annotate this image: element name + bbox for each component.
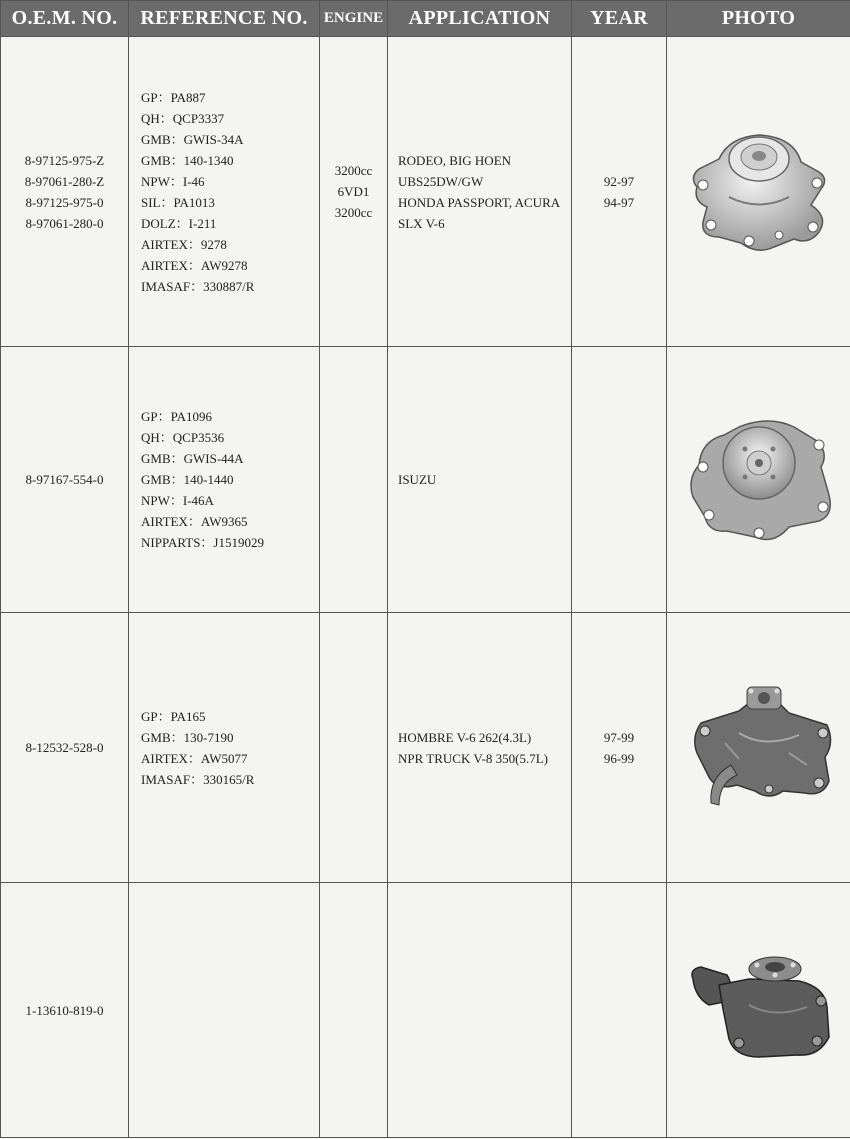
application-cell [388, 347, 572, 613]
year-range: 96-99 [603, 750, 635, 766]
reference-number: GP：PA887 [141, 89, 206, 105]
year-cell [572, 347, 667, 613]
oem-number: 8-97125-975-0 [25, 194, 104, 210]
table-row [1, 37, 850, 347]
header-photo: PHOTO [667, 1, 850, 37]
reference-number: NPW：I-46A [141, 493, 214, 508]
engine-cell [320, 347, 388, 613]
reference-number: GP：PA1096 [141, 409, 213, 424]
photo-cell [667, 613, 850, 883]
reference-number: NPW：I-46 [141, 173, 205, 189]
engine-spec: 3200cc [334, 205, 373, 220]
application-text: UBS25DW/GW [398, 173, 484, 189]
reference-number: SIL：PA1013 [141, 194, 215, 210]
oem-cell [1, 347, 129, 613]
oem-cell [1, 883, 129, 1138]
header-engine: ENGINE [320, 1, 388, 37]
photo-cell [667, 37, 850, 347]
engine-cell [320, 613, 388, 883]
oem-number: 8-97061-280-0 [25, 215, 104, 231]
reference-number: QH：QCP3536 [141, 430, 225, 445]
table-row [1, 883, 850, 1138]
oem-number: 8-97125-975-Z [24, 152, 105, 168]
year-cell [572, 883, 667, 1138]
reference-cell [129, 613, 320, 883]
oem-number: 8-97061-280-Z [24, 173, 105, 189]
table-row [1, 613, 850, 883]
engine-cell [320, 37, 388, 347]
application-cell [388, 37, 572, 347]
reference-number: GMB：140-1440 [141, 472, 234, 487]
header-oem: O.E.M. NO. [1, 1, 129, 37]
water-pump-icon [679, 405, 839, 555]
reference-number: GMB：140-1340 [141, 152, 234, 168]
photo-cell [667, 883, 850, 1138]
engine-spec: 3200cc [334, 163, 373, 178]
application-cell [388, 613, 572, 883]
header-reference: REFERENCE NO. [129, 1, 320, 37]
header-row [1, 1, 850, 37]
oem-number: 1-13610-819-0 [25, 1002, 104, 1018]
reference-number: GMB：GWIS-44A [141, 451, 244, 466]
application-text: ISUZU [398, 472, 437, 487]
header-application: APPLICATION [388, 1, 572, 37]
reference-number: IMASAF：330887/R [141, 278, 255, 294]
reference-cell [129, 347, 320, 613]
reference-cell [129, 37, 320, 347]
table-row [1, 347, 850, 613]
reference-number: AIRTEX：9278 [141, 236, 227, 252]
water-pump-icon [679, 117, 839, 267]
reference-number: GMB：130-7190 [141, 729, 234, 745]
reference-number: AIRTEX：AW9365 [141, 514, 248, 529]
reference-number: DOLZ：I-211 [141, 215, 217, 231]
reference-number: AIRTEX：AW9278 [141, 257, 248, 273]
reference-number: IMASAF：330165/R [141, 771, 255, 787]
oem-number: 8-12532-528-0 [25, 740, 104, 755]
engine-cell [320, 883, 388, 1138]
reference-number: GP：PA165 [141, 708, 206, 724]
reference-number: GMB：GWIS-34A [141, 131, 244, 147]
year-range: 94-97 [603, 194, 635, 210]
reference-number: AIRTEX：AW5077 [141, 750, 248, 766]
application-cell [388, 883, 572, 1138]
year-cell [572, 613, 667, 883]
oem-cell [1, 613, 129, 883]
application-text: HOMBRE V-6 262(4.3L) [398, 729, 532, 745]
year-range: 92-97 [603, 173, 635, 189]
reference-cell [129, 883, 320, 1138]
application-text: RODEO, BIG HOEN [398, 152, 512, 168]
application-text: HONDA PASSPORT, ACURA [398, 194, 561, 210]
oem-number: 8-97167-554-0 [25, 472, 104, 487]
year-cell [572, 37, 667, 347]
application-text: NPR TRUCK V-8 350(5.7L) [398, 750, 549, 766]
oem-cell [1, 37, 129, 347]
engine-spec: 6VD1 [337, 184, 370, 199]
photo-cell [667, 347, 850, 613]
water-pump-icon [679, 673, 839, 823]
water-pump-icon [679, 945, 839, 1075]
year-range: 97-99 [603, 729, 635, 745]
application-text: SLX V-6 [398, 215, 445, 231]
reference-number: NIPPARTS：J1519029 [141, 535, 264, 550]
reference-number: QH：QCP3337 [141, 110, 225, 126]
header-year: YEAR [572, 1, 667, 37]
